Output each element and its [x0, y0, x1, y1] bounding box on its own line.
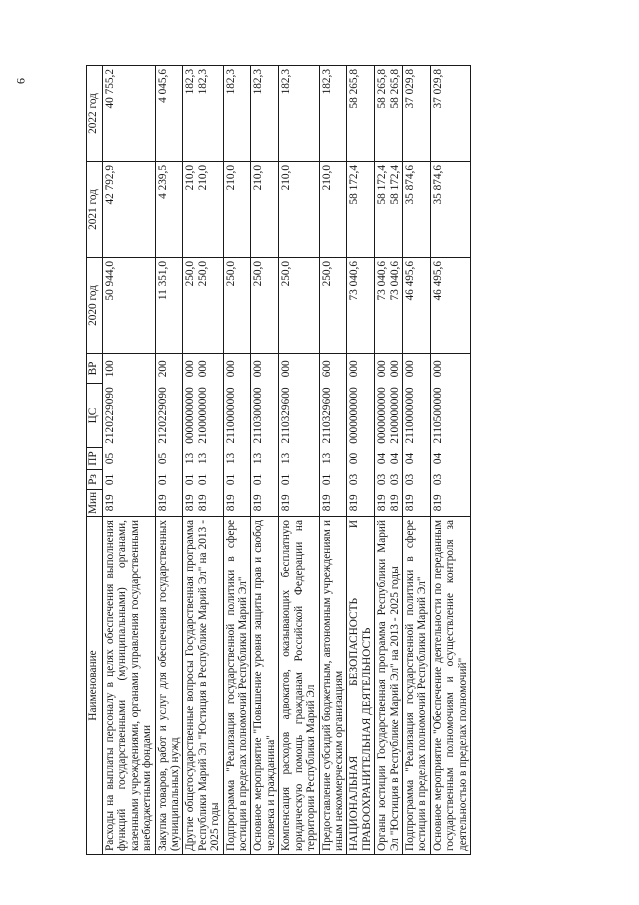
table-row [251, 66, 279, 855]
row-vr-value: 000 [431, 360, 444, 378]
row-pr-value: 04 [431, 452, 444, 465]
header-pr: ПР [87, 448, 103, 470]
row-y2020-cell [223, 258, 251, 354]
row-name: Основное мероприятие "Обеспечение деятельности по переданным государственным полномочиям и осуществление контроля за деятельностью в пределах полномочий" [430, 517, 470, 855]
row-y2020-value: 250,0 [252, 261, 265, 287]
row-y2022-value: 182,3 [280, 69, 293, 95]
row-y2021-cell [402, 162, 430, 258]
row-y2020-cell [402, 258, 430, 354]
row-min-value: 819 [104, 494, 116, 512]
row-min-value: 819 [403, 494, 416, 512]
row-min-value: 819 [156, 494, 169, 512]
row-y2022-cell [279, 66, 319, 162]
row-cs-value: 2110329600 [320, 387, 333, 444]
row-y2022-value: 182,3 [196, 69, 209, 95]
row-min-value: 819 [224, 494, 237, 512]
row-min-value: 819 [320, 494, 333, 512]
row-name: Подпрограмма "Реализация государственной политики в сфере юстиции в пределах полномочий Республики Марий Эл" [223, 517, 251, 855]
row-pr-value: 04 [376, 452, 389, 465]
row-vr-cell [279, 354, 319, 384]
row-y2022-value: 58 265,8 [348, 69, 361, 109]
row-min-cell [183, 490, 223, 517]
row-rz-cell [347, 470, 375, 490]
row-vr-value: 000 [196, 360, 209, 378]
row-vr-value: 000 [388, 360, 401, 378]
row-y2020-cell [251, 258, 279, 354]
row-min-value: 819 [388, 494, 401, 512]
row-pr-cell [103, 448, 156, 470]
table-row [183, 66, 223, 855]
row-y2022-value: 37 029,8 [403, 69, 416, 109]
row-y2020-cell [347, 258, 375, 354]
row-y2022-value: 58 265,8 [388, 69, 401, 109]
row-vr-value: 000 [252, 360, 265, 378]
row-pr-cell [319, 448, 347, 470]
row-y2020-value: 73 040,6 [376, 261, 389, 301]
row-rz-value: 01 [184, 473, 197, 486]
table-row [319, 66, 347, 855]
row-y2020-value: 250,0 [280, 261, 293, 287]
header-2022: 2022 год [87, 66, 103, 162]
row-pr-cell [402, 448, 430, 470]
table-row [430, 66, 470, 855]
row-rz-value: 01 [196, 473, 209, 486]
row-y2021-cell [347, 162, 375, 258]
row-cs-value: 2110500000 [431, 387, 444, 444]
row-min-value: 819 [348, 494, 361, 512]
row-min-value: 819 [196, 494, 209, 512]
header-vr: ВР [87, 354, 103, 384]
row-y2022-cell [223, 66, 251, 162]
row-min-value: 819 [252, 494, 265, 512]
row-y2021-value: 210,0 [252, 165, 265, 191]
row-y2021-value: 35 874,6 [403, 165, 416, 205]
header-rz: Рз [87, 470, 103, 490]
row-min-value: 819 [184, 494, 197, 512]
row-min-cell [430, 490, 470, 517]
row-y2022-value: 182,3 [184, 69, 197, 95]
row-rz-cell [155, 470, 183, 490]
row-vr-cell [375, 354, 403, 384]
table-row [155, 66, 183, 855]
row-pr-cell [279, 448, 319, 470]
row-cs-value: 2110000000 [403, 387, 416, 444]
row-pr-value: 00 [348, 452, 361, 465]
row-y2020-cell [279, 258, 319, 354]
row-cs-cell [319, 384, 347, 448]
row-y2022-value: 182,3 [252, 69, 265, 95]
row-cs-cell [347, 384, 375, 448]
row-cs-value: 0000000000 [184, 387, 197, 444]
row-rz-value: 01 [280, 473, 293, 486]
row-y2021-cell [375, 162, 403, 258]
row-y2021-value: 4 239,5 [156, 165, 169, 199]
row-vr-cell [103, 354, 156, 384]
row-vr-value: 000 [184, 360, 197, 378]
row-vr-value: 000 [403, 360, 416, 378]
row-cs-value: 0000000000 [348, 387, 361, 444]
row-vr-value: 100 [104, 360, 116, 378]
table-row [375, 66, 403, 855]
row-rz-value: 03 [388, 473, 401, 486]
row-y2022-cell [155, 66, 183, 162]
row-y2020-cell [319, 258, 347, 354]
row-y2021-cell [430, 162, 470, 258]
row-name: Закупка товаров, работ и услуг для обеспечения государственных (муниципальных) нужд [155, 517, 183, 855]
row-vr-cell [347, 354, 375, 384]
row-vr-value: 200 [156, 360, 169, 378]
row-pr-value: 05 [156, 452, 169, 465]
row-min-cell [223, 490, 251, 517]
row-min-cell [279, 490, 319, 517]
row-pr-cell [251, 448, 279, 470]
table-row [347, 66, 375, 855]
row-y2020-value: 73 040,6 [388, 261, 401, 301]
row-y2021-cell [183, 162, 223, 258]
row-y2020-value: 73 040,6 [348, 261, 361, 301]
row-name: Органы юстиции Государственная программа Республики Марий Эл "Юстиция в Республике Марий Эл" на 2013 - 2025 годы [375, 517, 403, 855]
row-y2022-value: 40 755,2 [104, 69, 116, 109]
row-rz-cell [430, 470, 470, 490]
row-pr-value: 13 [252, 452, 265, 465]
row-name: Другие общегосударственные вопросы Государственная программа Республики Марий Эл "Юстиция в Республике Марий Эл" на 2013 - 2025 годы [183, 517, 223, 855]
table-row [279, 66, 319, 855]
row-vr-cell [183, 354, 223, 384]
row-vr-value: 000 [224, 360, 237, 378]
row-y2022-value: 58 265,8 [376, 69, 389, 109]
row-pr-cell [430, 448, 470, 470]
row-y2020-value: 46 495,6 [431, 261, 444, 301]
row-y2022-value: 182,3 [224, 69, 237, 95]
row-name: Основное мероприятие "Повышение уровня защиты прав и свобод человека и гражданина" [251, 517, 279, 855]
row-vr-cell [251, 354, 279, 384]
row-min-cell [155, 490, 183, 517]
row-y2021-value: 210,0 [224, 165, 237, 191]
row-vr-cell [430, 354, 470, 384]
row-cs-value: 2110300000 [252, 387, 265, 444]
row-rz-cell [279, 470, 319, 490]
row-min-cell [402, 490, 430, 517]
row-name: Расходы на выплаты персоналу в целях обеспечения выполнения функций государственными (муниципальными) органами, казенными учреждениями, органами управления государственными внебюджетными фондами [103, 517, 156, 855]
row-y2020-value: 250,0 [224, 261, 237, 287]
row-vr-cell [402, 354, 430, 384]
row-rz-value: 01 [320, 473, 333, 486]
header-cs: ЦС [87, 384, 103, 448]
header-min: Мин [87, 490, 103, 517]
row-rz-value: 01 [104, 473, 116, 486]
row-y2022-value: 182,3 [320, 69, 333, 95]
table-row [402, 66, 430, 855]
row-pr-value: 13 [320, 452, 333, 465]
row-y2021-cell [103, 162, 156, 258]
row-rz-cell [183, 470, 223, 490]
row-pr-value: 13 [184, 452, 197, 465]
row-min-value: 819 [431, 494, 444, 512]
row-y2020-value: 46 495,6 [403, 261, 416, 301]
row-pr-value: 04 [388, 452, 401, 465]
row-name: Подпрограмма "Реализация государственной политики в сфере юстиции в пределах полномочий Республики Марий Эл" [402, 517, 430, 855]
row-y2021-value: 210,0 [196, 165, 209, 191]
row-y2022-cell [103, 66, 156, 162]
row-cs-cell [402, 384, 430, 448]
row-min-cell [375, 490, 403, 517]
row-y2022-cell [251, 66, 279, 162]
row-cs-value: 2100000000 [388, 387, 401, 444]
row-cs-cell [223, 384, 251, 448]
row-pr-cell [183, 448, 223, 470]
rotated-table-container [86, 65, 606, 855]
row-y2021-cell [223, 162, 251, 258]
table-body [103, 66, 471, 855]
row-min-value: 819 [280, 494, 293, 512]
row-y2020-value: 250,0 [184, 261, 197, 287]
row-y2020-cell [103, 258, 156, 354]
row-pr-value: 13 [196, 452, 209, 465]
row-cs-value: 0000000000 [376, 387, 389, 444]
table-header-row [87, 66, 103, 855]
row-rz-value: 03 [431, 473, 444, 486]
row-vr-cell [319, 354, 347, 384]
row-name: Предоставление субсидий бюджетным, автономным учреждениям и иным некоммерческим организациям [319, 517, 347, 855]
row-rz-value: 03 [403, 473, 416, 486]
row-cs-cell [103, 384, 156, 448]
row-cs-value: 2120229090 [156, 387, 169, 444]
row-y2022-cell [402, 66, 430, 162]
row-min-cell [103, 490, 156, 517]
row-y2020-value: 11 351,0 [156, 261, 169, 301]
row-y2020-cell [183, 258, 223, 354]
header-2020: 2020 год [87, 258, 103, 354]
row-rz-cell [375, 470, 403, 490]
row-y2021-value: 210,0 [184, 165, 197, 191]
table-row [223, 66, 251, 855]
row-pr-value: 13 [280, 452, 293, 465]
row-cs-value: 2120229090 [104, 387, 116, 444]
row-name: Компенсация расходов адвокатов, оказывающих бесплатную юридическую помощь гражданам Российской Федерации на территории Республики Марий Эл [279, 517, 319, 855]
row-cs-cell [155, 384, 183, 448]
row-cs-value: 2110000000 [224, 387, 237, 444]
row-cs-cell [279, 384, 319, 448]
header-2021: 2021 год [87, 162, 103, 258]
row-y2022-cell [347, 66, 375, 162]
table-row [103, 66, 156, 855]
row-pr-cell [223, 448, 251, 470]
row-y2021-cell [319, 162, 347, 258]
budget-table [86, 65, 471, 855]
row-y2020-cell [155, 258, 183, 354]
row-pr-value: 13 [224, 452, 237, 465]
row-y2021-value: 58 172,4 [348, 165, 361, 205]
row-y2021-value: 35 874,6 [431, 165, 444, 205]
row-rz-cell [251, 470, 279, 490]
row-y2022-cell [319, 66, 347, 162]
row-y2021-value: 58 172,4 [388, 165, 401, 205]
row-min-cell [319, 490, 347, 517]
row-y2021-cell [155, 162, 183, 258]
row-min-value: 819 [376, 494, 389, 512]
row-cs-cell [251, 384, 279, 448]
row-name: НАЦИОНАЛЬНАЯ БЕЗОПАСНОСТЬ И ПРАВООХРАНИТЕЛЬНАЯ ДЕЯТЕЛЬНОСТЬ [347, 517, 375, 855]
row-y2020-cell [430, 258, 470, 354]
row-y2022-value: 37 029,8 [431, 69, 444, 109]
row-pr-value: 05 [104, 452, 116, 465]
row-pr-cell [347, 448, 375, 470]
row-y2022-cell [430, 66, 470, 162]
row-y2021-value: 42 792,9 [104, 165, 116, 205]
row-vr-value: 000 [280, 360, 293, 378]
row-y2020-value: 250,0 [320, 261, 333, 287]
row-rz-value: 01 [224, 473, 237, 486]
row-rz-value: 03 [348, 473, 361, 486]
row-cs-cell [430, 384, 470, 448]
row-vr-value: 600 [320, 360, 333, 378]
row-rz-cell [223, 470, 251, 490]
row-vr-value: 000 [376, 360, 389, 378]
row-cs-value: 2110329600 [280, 387, 293, 444]
row-y2021-value: 58 172,4 [376, 165, 389, 205]
row-cs-cell [183, 384, 223, 448]
row-rz-value: 03 [376, 473, 389, 486]
row-rz-cell [319, 470, 347, 490]
header-name: Наименование [87, 517, 103, 855]
row-pr-cell [155, 448, 183, 470]
row-rz-cell [402, 470, 430, 490]
row-y2021-value: 210,0 [320, 165, 333, 191]
row-rz-value: 01 [252, 473, 265, 486]
row-cs-value: 2100000000 [196, 387, 209, 444]
row-vr-cell [155, 354, 183, 384]
row-y2020-value: 50 944,0 [104, 261, 116, 301]
row-vr-value: 000 [348, 360, 361, 378]
row-rz-value: 01 [156, 473, 169, 486]
row-min-cell [251, 490, 279, 517]
row-y2021-value: 210,0 [280, 165, 293, 191]
row-y2021-cell [279, 162, 319, 258]
row-y2022-cell [375, 66, 403, 162]
row-y2020-value: 250,0 [196, 261, 209, 287]
row-pr-cell [375, 448, 403, 470]
row-rz-cell [103, 470, 156, 490]
row-y2022-value: 4 045,6 [156, 69, 169, 103]
page-number: 9 [14, 78, 28, 84]
row-pr-value: 04 [403, 452, 416, 465]
row-min-cell [347, 490, 375, 517]
row-y2020-cell [375, 258, 403, 354]
row-cs-cell [375, 384, 403, 448]
row-y2022-cell [183, 66, 223, 162]
row-y2021-cell [251, 162, 279, 258]
row-vr-cell [223, 354, 251, 384]
